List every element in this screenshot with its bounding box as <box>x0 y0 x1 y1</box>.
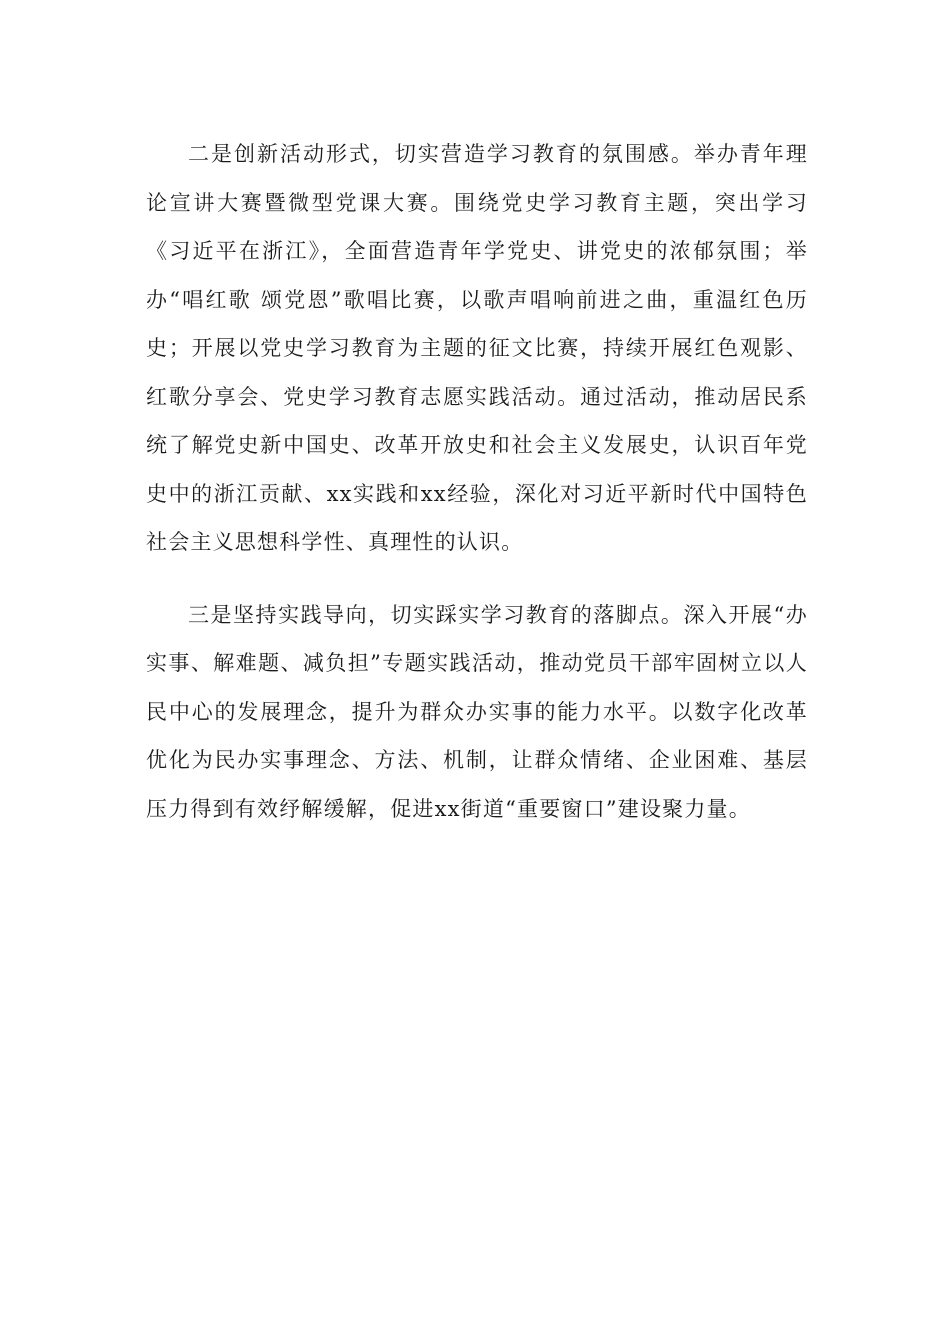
document-body <box>146 130 808 833</box>
paragraph-innovate-activities: 二是创新活动形式，切实营造学习教育的氛围感。举办青年理论宣讲大赛暨微型党课大赛。围绕党史学习教育主题，突出学习《习近平在浙江》，全面营造青年学党史、讲党史的浓郁氛围；举办“唱红歌 颂党恩”歌唱比赛，以歌声唱响前进之曲，重温红色历史；开展以党史学习教育为主题的征文比赛，持续开展红色观影、红歌分享会、党史学习教育志愿实践活动。通过活动，推动居民系统了解党史新中国史、改革开放史和社会主义发展史，认识百年党史中的浙江贡献、xx实践和xx经验，深化对习近平新时代中国特色社会主义思想科学性、真理性的认识。 <box>146 142 808 554</box>
paragraph-practice-orientation: 三是坚持实践导向，切实踩实学习教育的落脚点。深入开展“办实事、解难题、减负担”专题实践活动，推动党员干部牢固树立以人民中心的发展理念，提升为群众办实事的能力水平。以数字化改革优化为民办实事理念、方法、机制，让群众情绪、企业困难、基层压力得到有效纾解缓解，促进xx街道“重要窗口”建设聚力量。 <box>146 602 808 821</box>
